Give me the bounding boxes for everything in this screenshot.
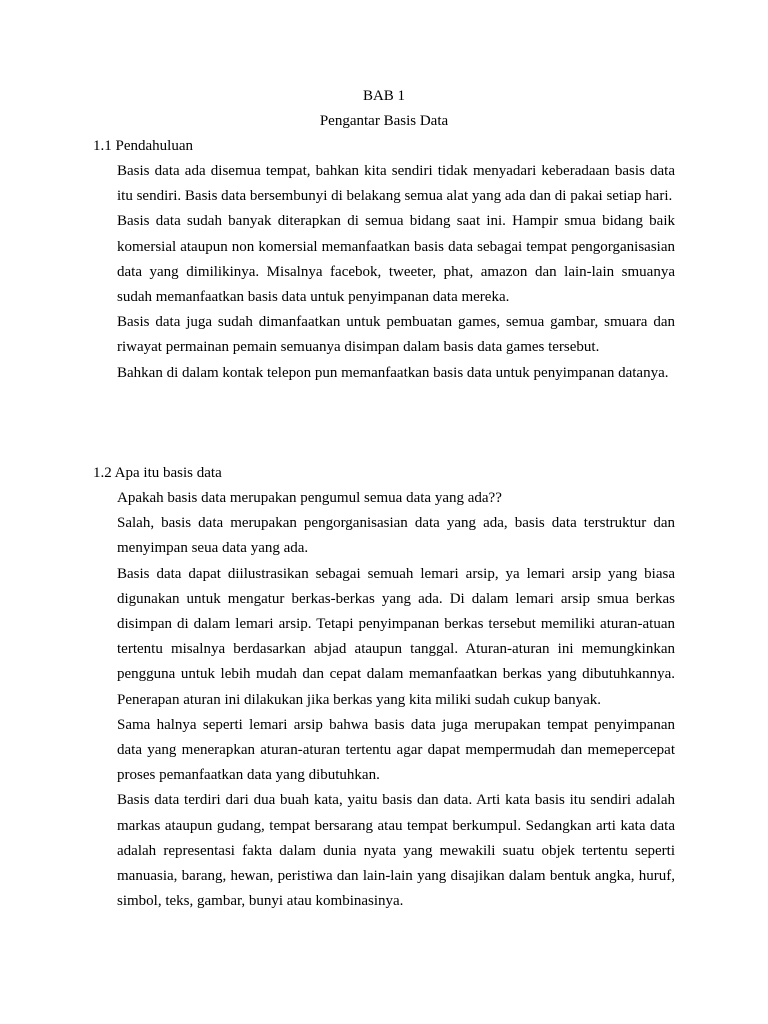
chapter-label: BAB 1 [362,88,406,104]
section-body-pendahuluan [117,159,675,386]
paragraph: Apakah basis data merupakan pengumul semua data yang ada?? [117,490,502,506]
chapter-title: Pengantar Basis Data [319,113,449,129]
paragraph: Basis data sudah banyak diterapkan di semua bidang saat ini. Hampir smua bidang baik komersial ataupun non komersial memanfaatkan basis data sebagai tempat pengorganisasian data yang dimilikinya. Misalnya facebok, tweeter, phat, amazon dan lain-lain smuanya sudah memanfaatkan basis data untuk penyimpanan data mereka. [117,213,675,306]
paragraph: Basis data juga sudah dimanfaatkan untuk pembuatan games, semua gambar, smuara dan riwayat permainan pemain semuanya disimpan dalam basis data games tersebut. [117,314,675,356]
paragraph: Sama halnya seperti lemari arsip bahwa basis data juga merupakan tempat penyimpanan data yang menerapkan aturan-aturan tertentu agar dapat mempermudah dan memepercepat proses pemanfaatkan data yang dibutuhkan. [117,716,675,784]
section-heading-apa-itu-basis-data: 1.2 Apa itu basis data [93,465,222,481]
paragraph: Bahkan di dalam kontak telepon pun memanfaatkan basis data untuk penyimpanan datanya. [117,364,669,381]
paragraph: Basis data terdiri dari dua buah kata, yaitu basis dan data. Arti kata basis itu sendiri adalah markas ataupun gudang, tempat bersarang atau tempat berkumpul. Sedangkan arti kata data adalah representasi fakta dalam dunia nyata yang mewakili suatu objek tertentu seperti manuasia, barang, hewan, peristiwa dan lain-lain yang disajikan dalam bentuk angka, huruf, simbol, teks, gambar, bunyi atau kombinasinya. [117,792,675,910]
paragraph: Salah, basis data merupakan pengorganisasian data yang ada, basis data terstruktur dan menyimpan seua data yang ada. [117,515,675,557]
section-heading-pendahuluan: 1.1 Pendahuluan [93,138,193,154]
section-body-apa-itu-basis-data [117,486,675,914]
paragraph: Basis data dapat diilustrasikan sebagai semuah lemari arsip, ya lemari arsip yang biasa digunakan untuk mengatur berkas-berkas yang ada. Di dalam lemari arsip smua berkas disimpan di dalam lemari arsip. Tetapi penyimpanan berkas tersebut memiliki aturan-atuan tertentu misalnya berdasarkan abjad ataupun tanggal. Aturan-aturan ini memungkinkan pengguna untuk lebih mudah dan cepat dalam memanfaatkan berkas yang dibutuhkannya. Penerapan aturan ini dilakukan jika berkas yang kita miliki sudah cukup banyak. [117,565,675,708]
paragraph: Basis data ada disemua tempat, bahkan kita sendiri tidak menyadari keberadaan basis data itu sendiri. Basis data bersembunyi di belakang semua alat yang ada dan di pakai setiap hari. [117,163,675,205]
